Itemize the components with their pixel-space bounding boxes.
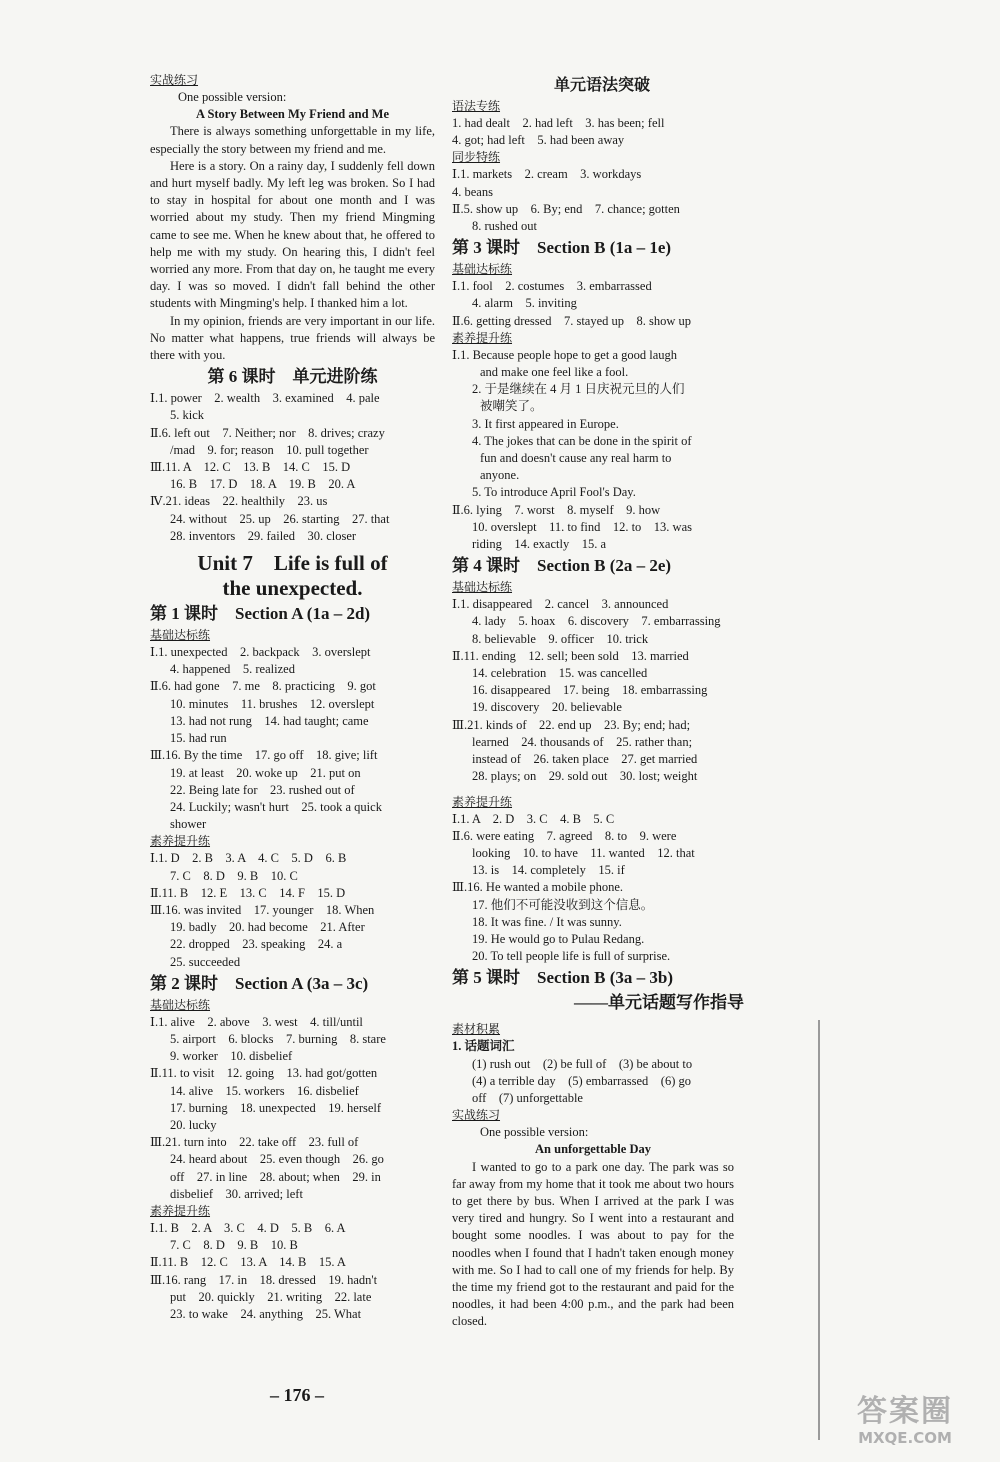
- answer-line: 25. succeeded: [170, 954, 241, 969]
- basic-tag: 基础达标练: [150, 628, 211, 643]
- watermark-logo: [820, 1395, 990, 1455]
- material-tag: 素材积累: [452, 1022, 501, 1037]
- answer-line: Ⅱ.11. to visit 12. going 13. had got/gotten: [150, 1066, 378, 1081]
- answer-line: 15. had run: [170, 731, 227, 746]
- left-column: [150, 72, 435, 1323]
- answer-line: Ⅱ.6. getting dressed 7. stayed up 8. show up: [452, 313, 692, 328]
- lesson6-heading: 第 6 课时 单元进阶练: [207, 367, 378, 387]
- answer-line: and make one feel like a fool.: [480, 365, 629, 380]
- answer-line: 9. worker 10. disbelief: [170, 1049, 293, 1064]
- lesson2-heading: 第 2 课时 Section A (3a – 3c): [150, 973, 369, 993]
- answer-line: 24. without 25. up 26. starting 27. that: [170, 511, 390, 526]
- answer-line: 13. had not rung 14. had taught; came: [170, 713, 369, 728]
- improve-tag: 素养提升练: [150, 1203, 211, 1218]
- answer-line: 14. celebration 15. was cancelled: [472, 666, 648, 681]
- answer-line: Ⅱ.11. ending 12. sell; been sold 13. married: [452, 648, 689, 663]
- answer-line: Ⅱ.11. B 12. C 13. A 14. B 15. A: [150, 1255, 346, 1270]
- answer-line: 28. inventors 29. failed 30. closer: [170, 528, 357, 543]
- answer-line: 1. had dealt 2. had left 3. has been; fell: [452, 116, 665, 130]
- vocab-line: (4) a terrible day (5) embarrassed (6) go: [472, 1073, 692, 1088]
- answer-line: Ⅱ.5. show up 6. By; end 7. chance; gotten: [452, 201, 680, 216]
- answer-line: disbelief 30. arrived; left: [170, 1186, 303, 1201]
- answer-line: 18. It was fine. / It was sunny.: [472, 914, 622, 929]
- answer-line: Ⅰ.1. power 2. wealth 3. examined 4. pale: [150, 391, 380, 406]
- answer-line: 13. is 14. completely 15. if: [472, 863, 625, 878]
- vocab-title: 1. 话题词汇: [452, 1039, 515, 1054]
- watermark-url: MXQE.COM: [858, 1429, 952, 1447]
- right-column: [452, 72, 752, 1331]
- answer-line: 17. burning 18. unexpected 19. herself: [170, 1100, 382, 1115]
- answer-line: Ⅰ.1. D 2. B 3. A 4. C 5. D 6. B: [150, 851, 347, 866]
- answer-line: learned 24. thousands of 25. rather than;: [472, 734, 693, 749]
- answer-line: Ⅰ.1. alive 2. above 3. west 4. till/until: [150, 1014, 363, 1029]
- essay-paragraph: In my opinion, friends are very important in our life. No matter what happens, true friends will always be there with you.: [150, 313, 435, 363]
- answer-line: 7. C 8. D 9. B 10. C: [170, 868, 298, 883]
- answer-line: 8. rushed out: [472, 219, 537, 234]
- answer-line: 16. disappeared 17. being 18. embarrassing: [472, 683, 708, 698]
- answer-line: 5. airport 6. blocks 7. burning 8. stare: [170, 1031, 386, 1046]
- answer-line: 被嘲笑了。: [480, 399, 543, 414]
- lesson3-heading: 第 3 课时 Section B (1a – 1e): [452, 238, 672, 258]
- answer-line: fun and doesn't cause any real harm to: [480, 451, 672, 466]
- answer-line: 10. overslept 11. to find 12. to 13. was: [472, 519, 693, 534]
- essay-intro: One possible version:: [480, 1125, 589, 1140]
- answer-line: Ⅰ.1. disappeared 2. cancel 3. announced: [452, 597, 669, 612]
- practice-tag: 实战练习: [452, 1108, 501, 1123]
- answer-line: Ⅱ.6. had gone 7. me 8. practicing 9. got: [150, 679, 376, 694]
- answer-line: 14. alive 15. workers 16. disbelief: [170, 1083, 359, 1098]
- essay-title: A Story Between My Friend and Me: [195, 107, 390, 122]
- answer-line: Ⅱ.6. were eating 7. agreed 8. to 9. were: [452, 828, 677, 843]
- basic-tag: 基础达标练: [150, 997, 211, 1012]
- answer-line: 19. He would go to Pulau Redang.: [472, 931, 645, 946]
- answer-line: 4. beans: [452, 184, 493, 199]
- answer-line: instead of 26. taken place 27. get married: [472, 752, 698, 767]
- answer-line: Ⅳ.21. ideas 22. healthily 23. us: [150, 494, 328, 509]
- answer-line: 10. minutes 11. brushes 12. overslept: [170, 696, 375, 711]
- answer-line: 5. To introduce April Fool's Day.: [472, 485, 636, 500]
- answer-line: Ⅲ.11. A 12. C 13. B 14. C 15. D: [150, 460, 351, 475]
- answer-line: 4. lady 5. hoax 6. discovery 7. embarrassing: [472, 614, 721, 629]
- answer-line: /mad 9. for; reason 10. pull together: [170, 442, 369, 457]
- vocab-line: off (7) unforgettable: [472, 1090, 583, 1105]
- improve-tag: 素养提升练: [150, 834, 211, 849]
- answer-line: Ⅲ.16. By the time 17. go off 18. give; lift: [150, 748, 378, 763]
- essay-intro: One possible version:: [178, 90, 287, 104]
- answer-line: 22. dropped 23. speaking 24. a: [170, 937, 343, 952]
- answer-line: Ⅲ.16. rang 17. in 18. dressed 19. hadn't: [150, 1272, 378, 1287]
- answer-line: Ⅰ.1. A 2. D 3. C 4. B 5. C: [452, 811, 615, 826]
- answer-line: Ⅲ.21. kinds of 22. end up 23. By; end; had;: [452, 717, 691, 732]
- essay-paragraph: I wanted to go to a park one day. The park was so far away from my home that it took me about two hours to get there by bus. When I arrived at the park I was very tired and hungry. So I went into a restaurant and bought some noodles. I was about to pay for the noodles when I found that I hadn't taken enough money with me. So I had to call one of my friends for help. By the time my friend got to the restaurant and paid for the noodles, it had been 4:00 p.m., and the park had been closed.: [452, 1159, 734, 1329]
- watermark-text: 答案圈: [857, 1394, 953, 1429]
- improve-tag: 素养提升练: [452, 330, 513, 345]
- unit-title: Unit 7 Life is full of: [197, 551, 388, 576]
- answer-line: 2. 于是继续在 4 月 1 日庆祝元旦的人们: [472, 382, 685, 397]
- answer-line: Ⅰ.1. B 2. A 3. C 4. D 5. B 6. A: [150, 1220, 346, 1235]
- answer-line: 24. Luckily; wasn't hurt 25. took a quick: [170, 799, 382, 814]
- answer-line: 8. believable 9. officer 10. trick: [472, 631, 649, 646]
- answer-line: off 27. in line 28. about; when 29. in: [170, 1169, 381, 1184]
- essay-title: An unforgettable Day: [535, 1142, 651, 1157]
- answer-line: 4. The jokes that can be done in the spirit of: [472, 433, 692, 448]
- answer-line: 20. lucky: [170, 1117, 217, 1132]
- answer-line: 19. at least 20. woke up 21. put on: [170, 765, 361, 780]
- answer-line: Ⅲ.16. was invited 17. younger 18. When: [150, 902, 375, 917]
- answer-line: 19. badly 20. had become 21. After: [170, 920, 365, 935]
- practice-tag: 实战练习: [150, 73, 199, 87]
- answer-line: 28. plays; on 29. sold out 30. lost; weight: [472, 769, 698, 784]
- answer-line: 7. C 8. D 9. B 10. B: [170, 1238, 298, 1253]
- lesson4-heading: 第 4 课时 Section B (2a – 2e): [452, 556, 672, 576]
- answer-line: Ⅱ.6. left out 7. Neither; nor 8. drives; crazy: [150, 425, 385, 440]
- basic-tag: 基础达标练: [452, 262, 513, 277]
- answer-line: 4. alarm 5. inviting: [472, 296, 577, 311]
- essay-paragraph: There is always something unforgettable in my life, especially the story between my friend and me.: [150, 124, 435, 156]
- essay-paragraph: Here is a story. On a rainy day, I suddenly fell down and hurt myself badly. My left leg was broken. So I had to stay in hospital for about one month and I was worried about my study. Then my friend Mingming came to see me. When he knew about that, he offered to help me with my study. On hearing this, I didn't feel worried any more. From that day on, he taught me every day. I was so moved. I didn't fall behind the other students with Mingming's help. I thanked him a lot.: [150, 158, 435, 311]
- answer-line: 19. discovery 20. believable: [472, 700, 622, 715]
- margin-rule: [818, 1020, 820, 1440]
- answer-line: 3. It first appeared in Europe.: [472, 416, 619, 431]
- grammar-heading: 单元语法突破: [553, 75, 650, 94]
- grammar-tag: 语法专练: [452, 99, 501, 113]
- improve-tag: 素养提升练: [452, 794, 513, 809]
- answer-line: 4. got; had left 5. had been away: [452, 133, 625, 148]
- lesson1-heading: 第 1 课时 Section A (1a – 2d): [150, 604, 371, 624]
- answer-line: 24. heard about 25. even though 26. go: [170, 1152, 384, 1167]
- basic-tag: 基础达标练: [452, 580, 513, 595]
- answer-line: 5. kick: [170, 408, 205, 423]
- answer-line: Ⅰ.1. unexpected 2. backpack 3. overslept: [150, 645, 371, 660]
- answer-line: 17. 他们不可能没收到这个信息。: [472, 897, 654, 912]
- lesson5-heading: 第 5 课时 Section B (3a – 3b): [452, 968, 673, 988]
- answer-line: anyone.: [480, 468, 520, 483]
- answer-line: Ⅲ.21. turn into 22. take off 23. full of: [150, 1135, 359, 1150]
- answer-line: looking 10. to have 11. wanted 12. that: [472, 845, 695, 860]
- answer-line: put 20. quickly 21. writing 22. late: [170, 1289, 372, 1304]
- unit-title: the unexpected.: [222, 576, 363, 601]
- lesson5-subheading: ——单元话题写作指导: [574, 993, 744, 1013]
- answer-line: 4. happened 5. realized: [170, 662, 295, 677]
- answer-line: 22. Being late for 23. rushed out of: [170, 782, 355, 797]
- answer-line: 16. B 17. D 18. A 19. B 20. A: [170, 477, 356, 492]
- answer-line: shower: [170, 817, 207, 832]
- vocab-line: (1) rush out (2) be full of (3) be about to: [472, 1056, 693, 1071]
- answer-line: Ⅰ.1. fool 2. costumes 3. embarrassed: [452, 279, 652, 294]
- answer-line: Ⅱ.6. lying 7. worst 8. myself 9. how: [452, 502, 661, 517]
- answer-line: Ⅰ.1. markets 2. cream 3. workdays: [452, 167, 642, 182]
- answer-line: riding 14. exactly 15. a: [472, 537, 606, 552]
- answer-line: Ⅲ.16. He wanted a mobile phone.: [452, 880, 624, 895]
- answer-line: 20. To tell people life is full of surprise.: [472, 949, 671, 964]
- answer-line: Ⅰ.1. Because people hope to get a good laugh: [452, 347, 678, 362]
- page-number: – 176 –: [270, 1385, 324, 1405]
- sync-tag: 同步特练: [452, 150, 501, 165]
- answer-line: Ⅱ.11. B 12. E 13. C 14. F 15. D: [150, 885, 346, 900]
- answer-line: 23. to wake 24. anything 25. What: [170, 1306, 362, 1321]
